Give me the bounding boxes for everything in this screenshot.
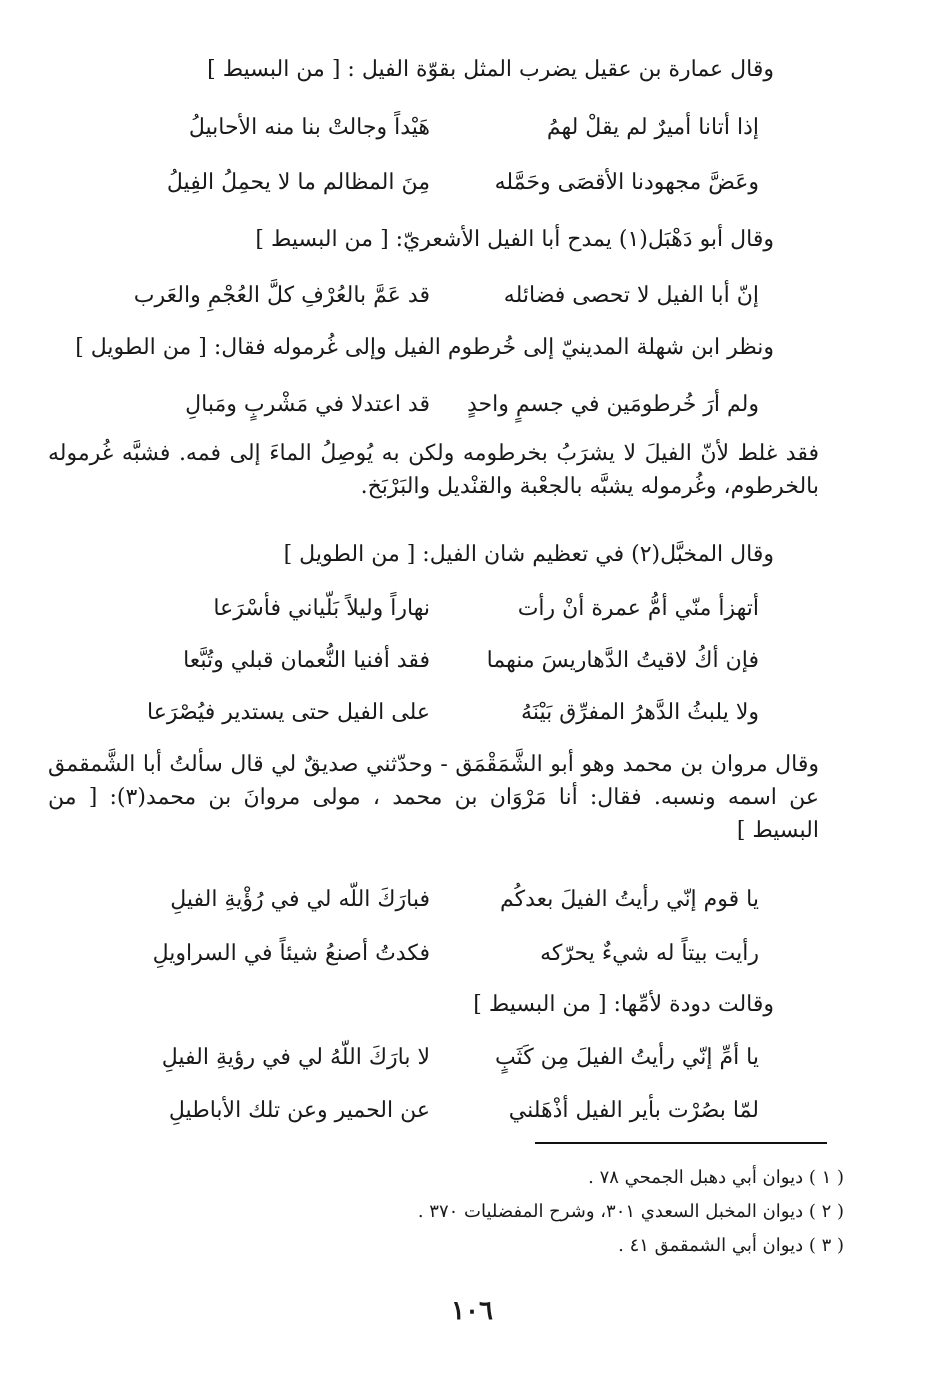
verse-hemistich-first: وعَضَّ مجهودنا الأقصَى وحَمَّله — [494, 170, 759, 195]
verse-hemistich-first: رأيت بيتاً له شيءٌ يحرّكه — [540, 941, 759, 966]
verse-hemistich-first: يا أمِّ إنّي رأيتُ الفيلَ مِن كَثَبٍ — [494, 1045, 759, 1070]
verse-hemistich-first: أتهزأ منّي أمُّ عمرة أنْ رأت — [517, 596, 759, 621]
prose-line: وقال عمارة بن عقيل يضرب المثل بقوّة الفيل : [ من البسيط ] — [207, 57, 774, 82]
verse-hemistich-second: عن الحمير وعن تلك الأباطيلِ — [168, 1098, 430, 1123]
verse-hemistich-first: ولم أرَ خُرطومَين في جسمٍ واحدٍ — [466, 392, 759, 417]
footnote: ( ١ ) ديوان أبي دهبل الجمحي ٧٨ . — [588, 1167, 844, 1188]
verse-hemistich-first: ولا يلبثُ الدَّهرُ المفرِّق بَيْنَهُ — [521, 700, 759, 725]
verse-hemistich-second: لا بارَكَ اللّهُ لي في رؤيةِ الفيلِ — [161, 1045, 430, 1070]
verse-hemistich-second: على الفيل حتى يستدير فيُصْرَعا — [147, 700, 430, 725]
verse-hemistich-first: فإن أكُ لاقيتُ الدَّهاريسَ منهما — [486, 648, 759, 673]
verse-hemistich-first: لمّا بصُرْت بأير الفيل أذْهَلني — [508, 1098, 759, 1123]
prose-line: ونظر ابن شهلة المدينيّ إلى خُرطوم الفيل وإلى غُرموله فقال: [ من الطويل ] — [75, 335, 774, 360]
prose-paragraph: وقال مروان بن محمد وهو أبو الشَّمَقْمَق - وحدّثني صديقٌ لي قال سألتُ أبا الشَّمقمق عن اسمه ونسبه. فقال: أنا مَرْوَان بن محمد ، مولى مروانَ بن محمد(٣): [ من البسيط ] — [48, 752, 819, 843]
verse-hemistich-first: إنّ أبا الفيل لا تحصى فضائله — [503, 283, 759, 308]
footnote: ( ٢ ) ديوان المخبل السعدي ٣٠١، وشرح المفضليات ٣٧٠ . — [417, 1201, 844, 1222]
verse-hemistich-second: قد اعتدلا في مَشْربٍ ومَبالِ — [185, 392, 430, 417]
prose-line: وقالت دودة لأمِّها: [ من البسيط ] — [473, 992, 774, 1017]
prose-paragraph: فقد غلط لأنّ الفيلَ لا يشرَبُ بخرطومه ولكن به يُوصِلُ الماءَ إلى فمه. فشبَّه غُرموله بالخرطوم، وغُرموله يشبَّه بالجعْبة والقنْديل والبَرْبَخ. — [48, 441, 819, 499]
prose-line: وقال المخبَّل(٢) في تعظيم شان الفيل: [ من الطويل ] — [283, 542, 774, 567]
verse-hemistich-second: فقد أفنيا النُّعمان قبلي وتُبَّعا — [183, 648, 430, 673]
verse-hemistich-second: فكدتُ أصنعُ شيئاً في السراويلِ — [152, 941, 430, 966]
verse-hemistich-first: يا قوم إنّي رأيتُ الفيلَ بعدكُم — [500, 887, 759, 912]
verse-hemistich-second: قد عَمَّ بالعُرْفِ كلَّ العُجْمِ والعَرب — [133, 283, 430, 308]
verse-hemistich-second: مِنَ المظالم ما لا يحمِلُ الفِيلُ — [166, 170, 430, 195]
prose-line: وقال أبو دَهْبَل(١) يمدح أبا الفيل الأشعريّ: [ من البسيط ] — [255, 227, 774, 252]
page-number: ١٠٦ — [451, 1296, 493, 1326]
footnote: ( ٣ ) ديوان أبي الشمقمق ٤١ . — [618, 1235, 844, 1256]
verse-hemistich-second: فبارَكَ اللّه لي في رُؤْيةِ الفيلِ — [170, 887, 430, 912]
verse-hemistich-second: نهاراً وليلاً بَلّياني فأسْرَعا — [213, 596, 430, 621]
verse-hemistich-second: هَيْداً وجالتْ بنا منه الأحابيلُ — [188, 115, 430, 140]
footnote-divider — [535, 1142, 827, 1144]
verse-hemistich-first: إذا أتانا أميرٌ لم يقلْ لهمُ — [546, 115, 759, 140]
